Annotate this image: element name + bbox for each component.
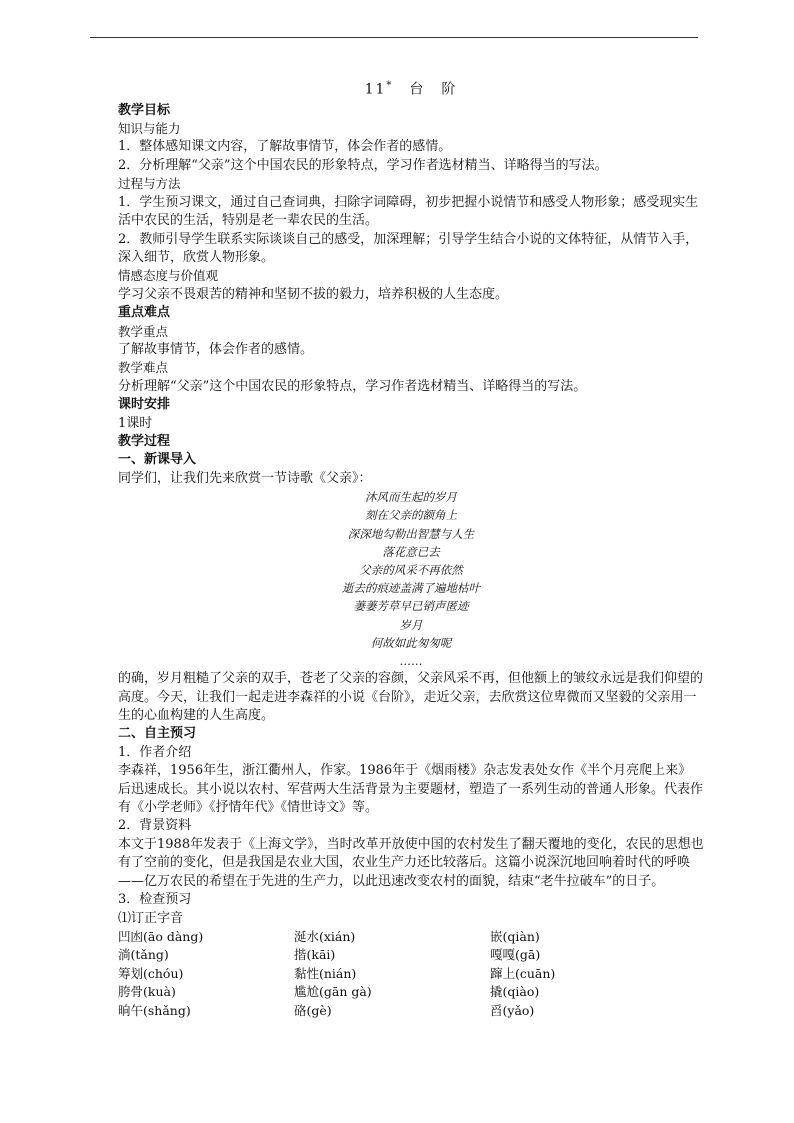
poem-line: 落花意已去 [382, 544, 440, 559]
difficulty-text: 分析理解“父亲”这个中国农民的形象特点，学习作者选材精当、详略得当的写法。 [118, 378, 587, 394]
lesson-mark: * [386, 80, 394, 91]
heading-schedule: 课时安排 [118, 397, 171, 413]
vocab-item: 硌(gè) [294, 1002, 332, 1018]
subheading-check: 3．检查预习 [118, 892, 192, 908]
background-text: 本文于1988年发表于《上海文学》，当时改革开放使中国的农村发生了翻天覆地的变化，农民的思想也有了空前的变化，但是我国是农业大国，农业生产力还比较落后。这篇小说深沉地回响着时代的呼唤——亿万农民的希望在于先进的生产力，以此迅速改变农村的面貌，结束“老牛拉破车”的日子。 [118, 836, 704, 889]
intro-text: 同学们，让我们先来欣赏一节诗歌《父亲》： [118, 470, 372, 486]
vocab-item: 蹿上(cuān) [490, 965, 556, 981]
vocab-item: 嵌(qiàn) [490, 928, 540, 944]
heading-preview: 二、自主预习 [118, 726, 197, 742]
vocab-item: 凹凼(āo dàng) [118, 928, 204, 944]
heading-procedure: 教学过程 [118, 433, 171, 449]
vocab-item: 尴尬(gān gà) [294, 984, 372, 1000]
subheading-process: 过程与方法 [118, 176, 181, 192]
knowledge-item-1: 1．整体感知课文内容，了解故事情节，体会作者的感情。 [118, 139, 452, 155]
emotion-item-1: 学习父亲不畏艰苦的精神和坚韧不拔的毅力，培养积极的人生态度。 [118, 286, 509, 302]
process-item-1: 1．学生预习课文，通过自己查词典，扫除字词障碍，初步把握小说情节和感受人物形象；感受现实生活中农民的生活，特别是老一辈农民的生活。 [118, 194, 699, 229]
vocab-item: 舀(yǎo) [490, 1002, 535, 1018]
poem-line: 刻在父亲的额角上 [365, 508, 457, 523]
schedule-text: 1课时 [118, 415, 153, 431]
intro-after-text: 的确，岁月粗糙了父亲的双手，苍老了父亲的容颜，父亲风采不再，但他额上的皱纹永远是我们仰望的高度。今天，让我们一起走进李森祥的小说《台阶》，走近父亲，去欣赏这位卑微而又坚毅的父亲用一生的心血构建的人生高度。 [118, 671, 704, 724]
author-text: 李森祥，1956年生，浙江衢州人，作家。1986年于《烟雨楼》杂志发表处女作《半个月亮爬上来》后迅速成长。其小说以农村、军营两大生活背景为主要题材，塑造了一系列生动的普通人形象。代表作有《小学老师》《抒情年代》《情世诗文》等。 [118, 763, 704, 816]
page-title [118, 74, 704, 102]
vocab-item: 嘎嘎(gā) [490, 947, 541, 963]
vocab-item: 撬(qiào) [490, 984, 540, 1000]
poem-line: 萋萋芳草早已销声匿迹 [353, 599, 469, 614]
lesson-title: 台 阶 [409, 81, 458, 98]
vocab-item: 涎水(xián) [294, 928, 356, 944]
subheading-background: 2．背景资料 [118, 818, 192, 834]
subheading-author: 1．作者介绍 [118, 744, 192, 760]
subheading-focus: 教学重点 [118, 323, 169, 339]
document-body [118, 74, 704, 1020]
heading-goals: 教学目标 [118, 102, 171, 118]
vocab-item: 淌(tǎng) [118, 947, 169, 963]
vocab-item: 揩(kāi) [294, 947, 336, 963]
vocab-item: 胯骨(kuà) [118, 984, 176, 1000]
vocab-item: 晌午(shǎng) [118, 1002, 191, 1018]
focus-text: 了解故事情节，体会作者的感情。 [118, 341, 314, 357]
vocab-grid [118, 928, 704, 1020]
subheading-difficulty: 教学难点 [118, 360, 169, 376]
poem-ellipsis: …… [399, 654, 423, 669]
poem-line: 父亲的风采不再依然 [359, 563, 463, 577]
heading-keypoints: 重点难点 [118, 305, 171, 321]
heading-intro: 一、新课导入 [118, 452, 197, 468]
poem-line: 深深地勾勒出智慧与人生 [347, 526, 475, 541]
vocab-item: 黏性(nián) [294, 965, 357, 981]
lesson-number: 11 [364, 81, 387, 98]
subheading-pronunciation: ⑴订正字音 [118, 910, 184, 926]
process-item-2: 2．教师引导学生联系实际谈谈自己的感受，加深理解；引导学生结合小说的文体特征，从情节入手，深入细节，欣赏人物形象。 [118, 231, 699, 265]
poem-line: 岁月 [399, 617, 423, 632]
poem-line: 逝去的痕迹盖满了遍地枯叶 [342, 581, 480, 596]
subheading-knowledge: 知识与能力 [118, 121, 181, 137]
poem-line: 何故如此匆匆呢 [370, 635, 452, 650]
header-rule [90, 37, 698, 38]
knowledge-item-2: 2．分析理解“父亲”这个中国农民的形象特点，学习作者选材精当、详略得当的写法。 [118, 157, 608, 173]
poem [118, 488, 704, 670]
vocab-item: 筹划(chóu) [118, 965, 184, 981]
poem-line: 沐风而生起的岁月 [365, 490, 457, 505]
subheading-emotion: 情感态度与价值观 [118, 268, 219, 284]
